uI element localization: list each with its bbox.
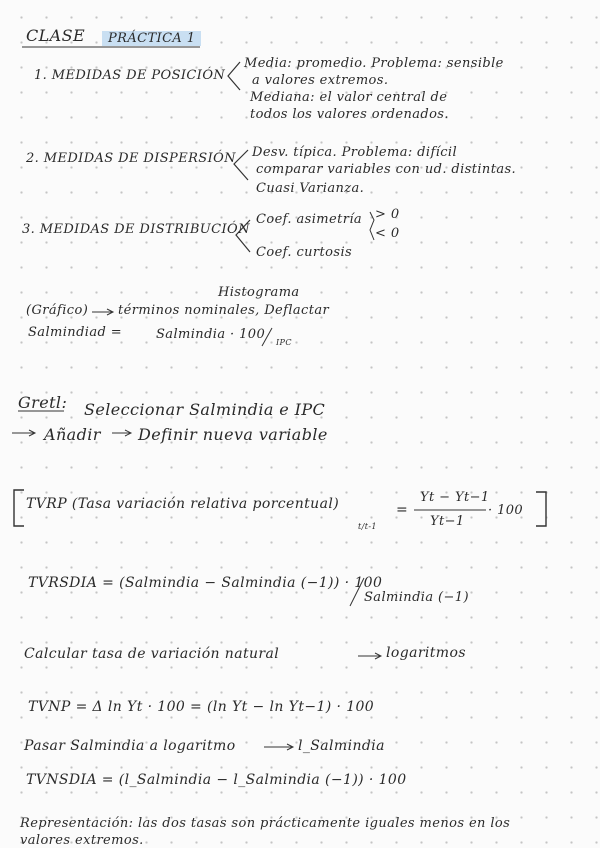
calcular-target: logaritmos [386,645,466,661]
tvnp-text: TVNP = Δ ln Yt · 100 = (ln Yt − ln Yt−1) · 100 [28,699,375,715]
section2-line: comparar variables con ud. distintas. [256,162,517,177]
tvrp-times: · 100 [488,503,524,518]
tvrp-eq: = [396,502,409,518]
section1-label: 1. MEDIDAS DE POSICIÓN [34,68,226,83]
brace-section2 [234,150,248,180]
tvrp-sub: t/t-1 [358,522,377,531]
representacion-line1: Representación: las dos tasas son prácticamente iguales menos en los [20,816,511,831]
section1-line: Mediana: el valor central de [250,90,448,105]
tvnsdia-text: TVNSDIA = (l_Salmindia − l_Salmindia (−1)) · 100 [26,772,407,788]
asimetria-gt: > 0 [375,207,400,222]
section2-label: 2. MEDIDAS DE DISPERSIÓN [26,151,236,166]
histo-arrow-text: términos nominales, Deflactar [118,303,330,318]
histo-formula-left: Salmindiad = [28,325,123,340]
pasar-target: l_Salmindia [298,738,385,754]
gretl-label: Gretl: [18,393,68,412]
histo-title: Histograma [218,285,300,300]
bracket-right [536,492,546,526]
histo-formula-right: Salmindia · 100 [156,327,266,342]
tvrsdia-text: TVRSDIA = (Salmindia − Salmindia (−1)) · 100 [28,575,383,591]
section1-line: a valores extremos. [252,73,389,88]
page-subtitle: PRÁCTICA 1 [102,31,201,46]
gretl-action: Seleccionar Salmindia e IPC [84,400,326,419]
page-title: CLASE [26,26,86,45]
section1-line: Media: promedio. Problema: sensible [244,56,504,71]
section2-line: Desv. típica. Problema: difícil [252,145,458,160]
section2-line: Cuasi Varianza. [256,181,365,196]
tvrp-num: Yt − Yt−1 [420,490,490,505]
bracket-left [14,490,24,526]
tvrp-lhs: TVRP (Tasa variación relativa porcentual) [26,496,340,512]
brace-asimetria [370,212,374,240]
representacion-line2: valores extremos. [20,833,144,848]
coef-asimetria: Coef. asimetría [256,212,363,227]
section1-line: todos los valores ordenados. [250,107,449,122]
coef-curtosis: Coef. curtosis [256,245,353,260]
pasar-text: Pasar Salmindia a logaritmo [24,738,236,754]
calcular-text: Calcular tasa de variación natural [24,646,280,662]
histo-grafico: (Gráfico) [26,303,89,318]
histo-ipc: IPC [276,338,292,347]
tvrp-den: Yt−1 [430,514,465,529]
gretl-anadir: Añadir [44,425,101,444]
gretl-definir: Definir nueva variable [138,425,328,444]
asimetria-lt: < 0 [375,226,400,241]
brace-section1 [228,62,240,90]
section3-label: 3. MEDIDAS DE DISTRIBUCIÓN [22,222,250,237]
tvrsdia-den: Salmindia (−1) [364,590,469,605]
